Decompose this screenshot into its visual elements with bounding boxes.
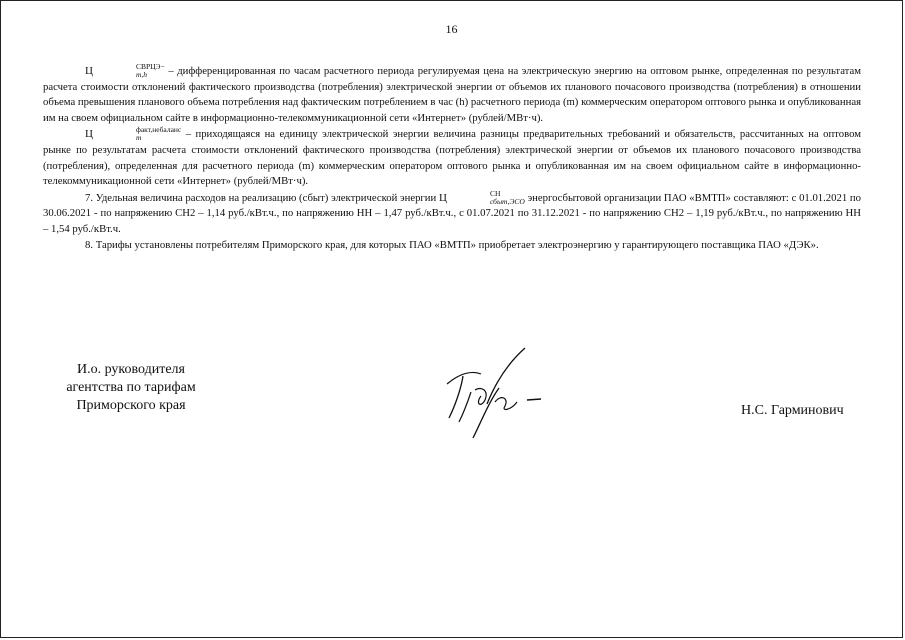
definition-svrce-price: [43, 63, 861, 126]
signatory-title: [41, 361, 221, 415]
definition-text: – дифференцированная по часам расчетного периода регулируемая цена на электрическую энергию на оптовом рынке, определенная по результатам расчета стоимости отклонений фактического производства (потребления) электрической энергии от объемов их планового почасового производства (потребления) в отношении объема превышения планового объема потребления над фактическим потреблением в час (h) расчетного периода (m) коммерческим оператором оптового рынка и опубликованная им на своем официальном сайте в информационно-телекоммуникационной сети «Интернет» (рублей/МВт·ч).: [43, 65, 861, 124]
formula-subscript: m: [135, 133, 142, 143]
definition-text: – приходящаяся на единицу электрической энергии величина разницы предварительных требований и обязательств, рассчитанных на оптовом рынке по результатам расчета стоимости отклонений фактического производства (потребления) электрической энергии от объемов их планового почасового производства (потребления), определенная для расчетного периода (m) коммерческим оператором оптового рынка и опубликованная им на своем официальном сайте в информационно-телекоммуникационной сети «Интернет» (рублей/МВт·ч).: [43, 128, 861, 188]
clause-7-lead: 7. Удельная величина расходов на реализацию (сбыт) электрической энергии: [85, 191, 439, 204]
formula-symbol: Ц СВРЦЭ− m,h: [85, 62, 165, 79]
formula-superscript: СН: [489, 188, 501, 198]
formula-symbol: Ц факт,небаланс m: [85, 125, 182, 143]
formula-superscript: СВРЦЭ−: [135, 62, 165, 71]
page-number: 16: [445, 22, 458, 36]
formula-superscript: факт,небаланс: [135, 125, 182, 135]
clause-7: [43, 190, 861, 238]
document-body: [43, 63, 861, 253]
formula-subscript: m,h: [135, 70, 147, 79]
definition-fact-imbalance: [43, 126, 861, 189]
signatory-title-line3: Приморского края: [76, 398, 186, 413]
handwritten-signature: [441, 344, 571, 444]
formula-symbol: Ц СН сбыт,ЭСО: [438, 188, 525, 206]
signatory-title-line1: И.о. руководителя: [76, 362, 185, 377]
formula-subscript: сбыт,ЭСО: [489, 196, 525, 206]
clause-8: 8. Тарифы установлены потребителям Приморского края, для которых ПАО «ВМТП» приобретает электроэнергию у гарантирующего поставщика ПАО «ДЭК».: [85, 238, 819, 251]
signatory-title-line2: агентства по тарифам: [66, 380, 196, 395]
clause-7-text: энергосбытовой организации ПАО «ВМТП» составляют: с 01.01.2021 по 30.06.2021 - по напряжению СН2 – 1,14 руб./кВт.ч., по напряжению НН – 1,47 руб./кВт.ч., с 01.07.2021 по 31.12.2021 - по напряжению СН2 – 1,19 руб./кВт.ч., по напряжению НН – 1,54 руб./кВт.ч.: [43, 191, 861, 235]
signatory-name: Н.С. Гарминович: [741, 403, 844, 418]
